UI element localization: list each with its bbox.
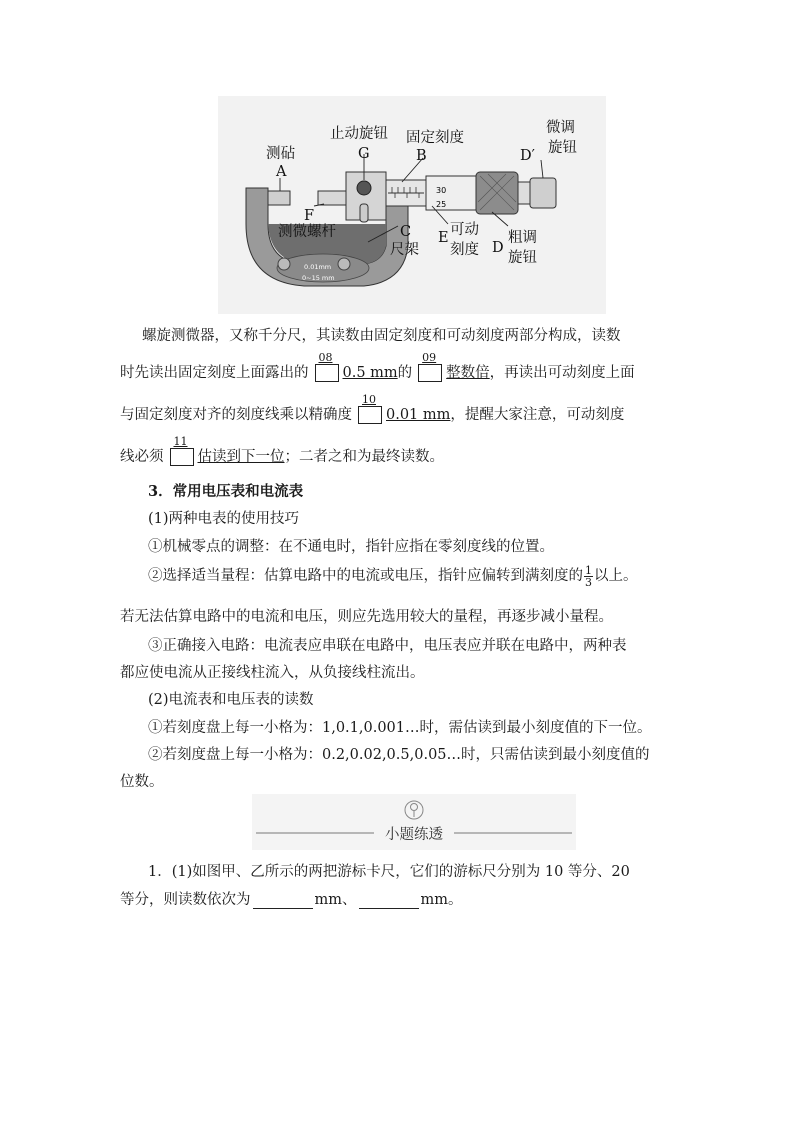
blank-box-10: 10 [356, 396, 382, 424]
practice-banner [252, 794, 576, 850]
plate-range: 0~15 mm [302, 274, 335, 282]
section-3-sub2: (2)电流表和电压表的读数 [148, 692, 314, 708]
tip-range-line1: ②选择适当量程：估算电路中的电流或电压，指针应偏转到满刻度的 $\frac{1}{3}$ 以上。 [148, 563, 638, 589]
label-fine-knob-1: 微调 [546, 120, 575, 136]
tip-range-line2: 若无法估算电路中的电流和电压，则应先选用较大的量程，再逐步减小量程。 [120, 609, 613, 625]
para1-line1: 螺旋测微器，又称千分尺，其读数由固定刻度和可动刻度两部分构成，读数 [142, 328, 621, 344]
label-fine-knob-2: 旋钮 [548, 140, 577, 156]
para1-line3: 与固定刻度对齐的刻度线乘以精确度 10 0.01 mm，提醒大家注意，可动刻度 [120, 393, 625, 423]
thimble-scale-30: 30 [436, 186, 447, 195]
fraction-one-third: $\frac{1}{3}$ [585, 563, 592, 589]
label-stop-knob: 止动旋钮 [330, 126, 388, 142]
answer-09: 整数倍 [446, 365, 490, 381]
label-anvil: 测砧 [266, 146, 295, 162]
label-G: G [358, 146, 370, 162]
label-coarse-1: 粗调 [508, 230, 537, 246]
label-C: C [400, 224, 412, 240]
answer-blank-2[interactable] [359, 894, 419, 909]
label-D-prime: D′ [520, 148, 535, 164]
label-frame: 尺架 [390, 242, 419, 258]
label-movable-2: 刻度 [450, 242, 479, 258]
tip-connect-line1: ③正确接入电路：电流表应串联在电路中，电压表应并联在电路中，两种表 [148, 638, 627, 654]
answer-11: 估读到下一位 [197, 449, 285, 465]
reading-rule-1: ①若刻度盘上每一小格为：1,0.1,0.001…时，需估读到最小刻度值的下一位。 [148, 720, 652, 736]
reading-rule-2-line1: ②若刻度盘上每一小格为：0.2,0.02,0.5,0.05…时，只需估读到最小刻度值的 [148, 747, 650, 763]
label-movable-1: 可动 [450, 222, 479, 238]
question-1-line1: 1．(1)如图甲、乙所示的两把游标卡尺，它们的游标尺分别为 10 等分、20 [148, 864, 630, 880]
tip-zero-adjust: ①机械零点的调整：在不通电时，指针应指在零刻度线的位置。 [148, 539, 554, 555]
tip-connect-line2: 都应使电流从正接线柱流入，从负接线柱流出。 [120, 665, 425, 681]
label-A: A [276, 164, 287, 180]
plate-precision: 0.01mm [304, 263, 332, 271]
label-D: D [492, 240, 504, 256]
answer-blank-1[interactable] [253, 894, 313, 909]
blank-box-11: 11 [168, 438, 194, 466]
banner-title: 小题练透 [385, 827, 443, 843]
answer-08: 0.5 mm [342, 365, 398, 381]
micrometer-figure [218, 96, 606, 314]
label-F: F [304, 208, 315, 224]
label-E: E [438, 230, 449, 246]
blank-box-09: 09 [416, 354, 442, 382]
para1-line2: 时先读出固定刻度上面露出的 08 0.5 mm的 09 整数倍，再读出可动刻度上面 [120, 351, 635, 381]
section-3-sub1: (1)两种电表的使用技巧 [148, 511, 300, 527]
para1-line4: 线必须 11 估读到下一位；二者之和为最终读数。 [120, 435, 444, 465]
label-spindle: 测微螺杆 [278, 224, 336, 240]
thimble-scale-25: 25 [436, 200, 447, 209]
label-coarse-2: 旋钮 [508, 250, 537, 266]
answer-10: 0.01 mm [386, 407, 451, 423]
blank-box-08: 08 [313, 354, 339, 382]
label-fixed-scale: 固定刻度 [406, 130, 464, 146]
section-3-title: 3．常用电压表和电流表 [148, 483, 304, 500]
reading-rule-2-line2: 位数。 [120, 774, 164, 790]
label-B: B [416, 148, 427, 164]
question-1-line2: 等分，则读数依次为 mm、 mm。 [120, 892, 463, 908]
